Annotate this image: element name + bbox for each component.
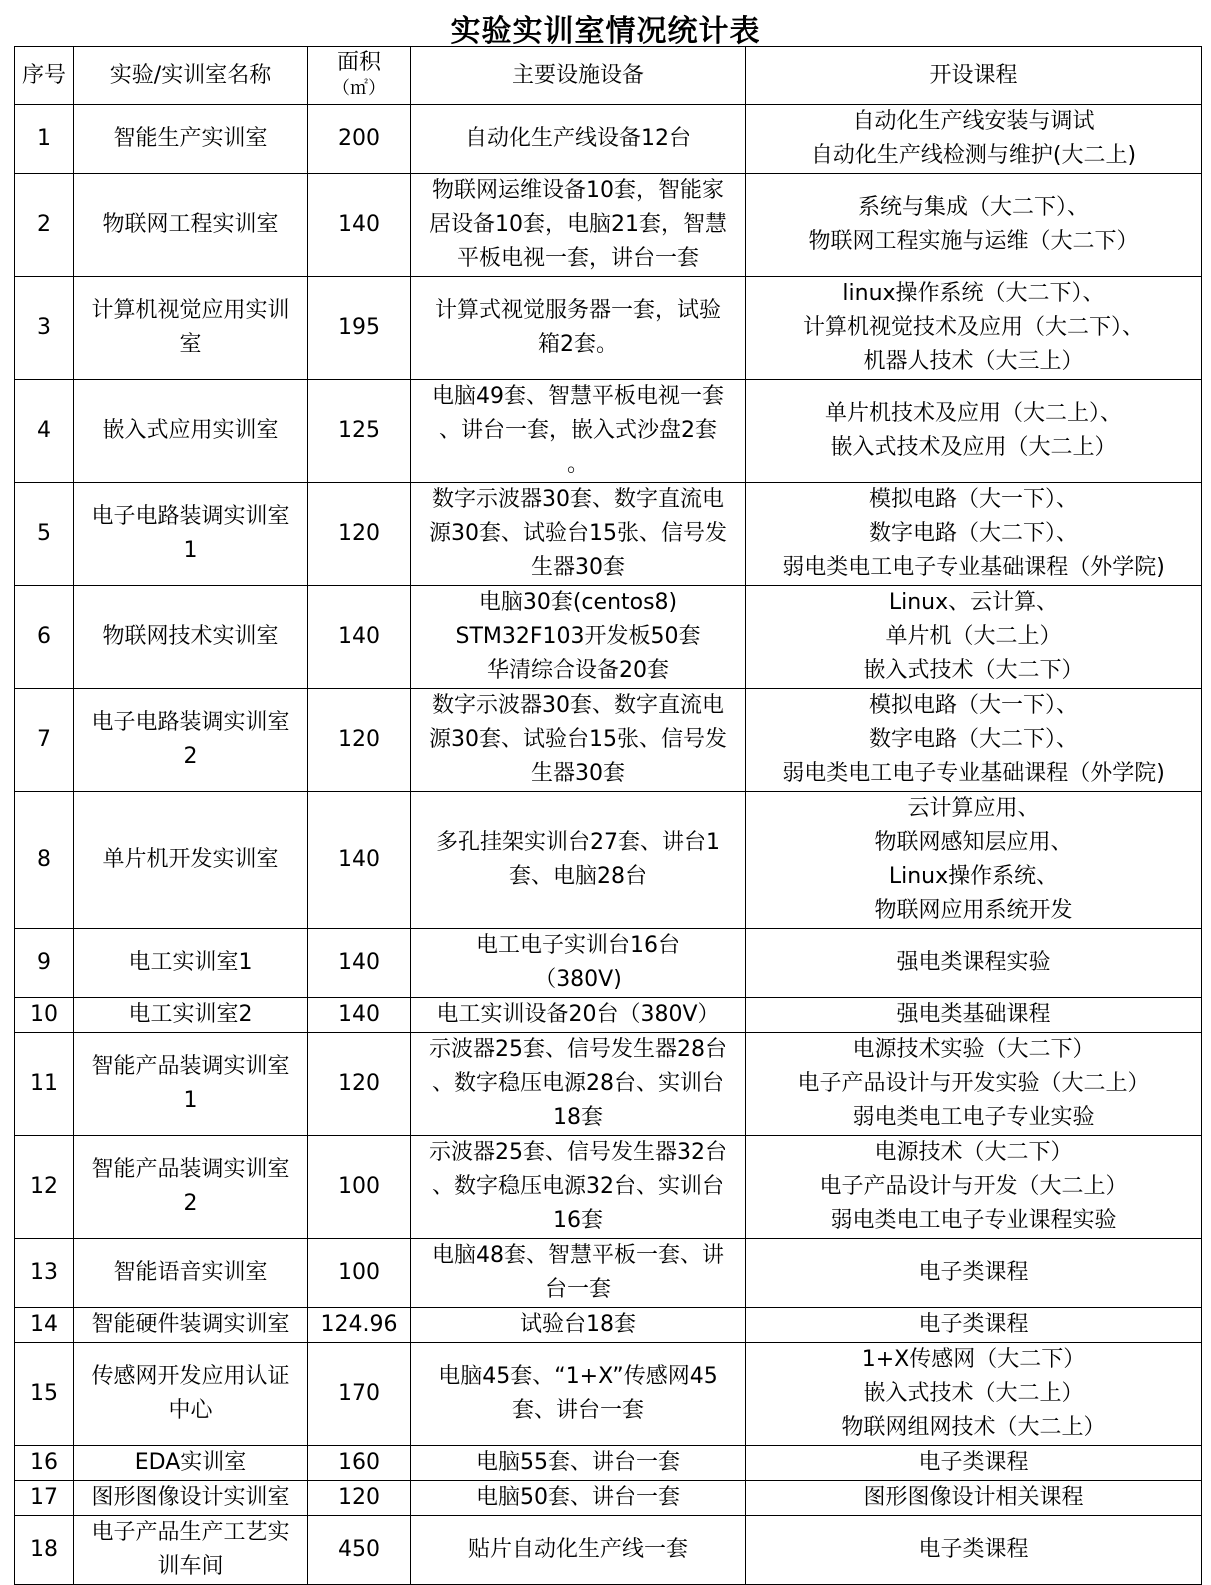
cell-courses <box>746 1446 1202 1481</box>
cell-courses-line: 弱电类电工电子专业基础课程（外学院) <box>782 761 1165 786</box>
cell-equipment-line: 华清综合设备20套 <box>487 658 669 683</box>
cell-equipment-line: STM32F103开发板50套 <box>455 624 701 649</box>
table-row <box>15 380 1202 483</box>
cell-equipment-line: 套、讲台一套 <box>511 1398 644 1423</box>
cell-name-line: 嵌入式应用实训室 <box>102 418 279 443</box>
cell-courses-line: 物联网组网技术（大二上） <box>841 1415 1106 1440</box>
cell-name-line: 中心 <box>168 1398 213 1423</box>
cell-area: 160 <box>308 1446 411 1481</box>
cell-equipment <box>411 1136 746 1239</box>
cell-equipment <box>411 792 746 929</box>
cell-equipment-line: 18套 <box>553 1105 603 1130</box>
cell-courses-line: 嵌入式技术（大二下） <box>863 658 1084 683</box>
cell-name <box>74 1481 308 1516</box>
cell-equipment <box>411 1239 746 1308</box>
cell-courses <box>746 586 1202 689</box>
cell-courses <box>746 1308 1202 1343</box>
cell-name-line: EDA实训室 <box>134 1450 247 1475</box>
cell-index: 4 <box>15 380 74 483</box>
cell-equipment-line: 电脑55套、讲台一套 <box>476 1450 680 1475</box>
cell-index: 8 <box>15 792 74 929</box>
cell-courses-line: 云计算应用、 <box>907 796 1040 821</box>
cell-index: 5 <box>15 483 74 586</box>
cell-courses-line: 电子类课程 <box>918 1312 1029 1337</box>
cell-area: 450 <box>308 1516 411 1585</box>
cell-courses <box>746 174 1202 277</box>
cell-equipment <box>411 105 746 174</box>
cell-index: 17 <box>15 1481 74 1516</box>
cell-equipment <box>411 1308 746 1343</box>
header-area-line2: （㎡） <box>332 77 386 99</box>
cell-index: 3 <box>15 277 74 380</box>
table-row <box>15 792 1202 929</box>
header-courses: 开设课程 <box>746 47 1202 105</box>
cell-area: 140 <box>308 586 411 689</box>
cell-name <box>74 586 308 689</box>
cell-equipment-line: 。 <box>566 452 589 477</box>
cell-name-line: 电工实训室2 <box>128 1002 253 1027</box>
cell-name-line: 物联网工程实训室 <box>102 212 279 237</box>
cell-courses-line: 图形图像设计相关课程 <box>863 1485 1084 1510</box>
cell-equipment <box>411 929 746 998</box>
cell-equipment-line: 电脑48套、智慧平板一套、讲 <box>432 1243 724 1268</box>
cell-courses-line: 1+X传感网（大二下） <box>861 1347 1086 1372</box>
cell-courses-line: 嵌入式技术及应用（大二上） <box>830 435 1117 460</box>
cell-courses-line: 弱电类电工电子专业实验 <box>852 1105 1095 1130</box>
cell-name <box>74 105 308 174</box>
cell-courses-line: 电源技术实验（大二下） <box>852 1037 1095 1062</box>
cell-area: 120 <box>308 1033 411 1136</box>
cell-equipment-line: 示波器25套、信号发生器28台 <box>429 1037 727 1062</box>
cell-name-line: 1 <box>183 538 198 563</box>
cell-name-line: 智能语音实训室 <box>113 1260 268 1285</box>
cell-courses-line: 单片机（大二上） <box>885 624 1062 649</box>
cell-equipment-line: 箱2套。 <box>538 332 618 357</box>
cell-equipment-line: 数字示波器30套、数字直流电 <box>432 487 724 512</box>
cell-courses-line: 强电类课程实验 <box>896 950 1051 975</box>
cell-equipment-line: 、数字稳压电源32台、实训台 <box>432 1174 724 1199</box>
cell-area: 200 <box>308 105 411 174</box>
cell-index: 7 <box>15 689 74 792</box>
cell-courses-line: Linux操作系统、 <box>888 864 1059 889</box>
cell-equipment-line: （380V) <box>534 967 622 992</box>
cell-equipment-line: 电脑50套、讲台一套 <box>476 1485 680 1510</box>
cell-equipment <box>411 1033 746 1136</box>
cell-name <box>74 998 308 1033</box>
cell-area: 124.96 <box>308 1308 411 1343</box>
cell-area: 120 <box>308 689 411 792</box>
cell-equipment-line: 源30套、试验台15张、信号发 <box>429 727 727 752</box>
cell-courses-line: 物联网应用系统开发 <box>874 898 1073 923</box>
cell-courses-line: 机器人技术（大三上） <box>863 349 1084 374</box>
cell-courses <box>746 792 1202 929</box>
cell-name-line: 图形图像设计实训室 <box>91 1485 290 1510</box>
cell-equipment-line: 、讲台一套，嵌入式沙盘2套 <box>439 418 717 443</box>
cell-index: 2 <box>15 174 74 277</box>
cell-courses-line: 物联网感知层应用、 <box>874 830 1073 855</box>
cell-courses-line: 强电类基础课程 <box>896 1002 1051 1027</box>
cell-equipment-line: 物联网运维设备10套，智能家 <box>432 178 724 203</box>
cell-equipment <box>411 1516 746 1585</box>
cell-equipment <box>411 1481 746 1516</box>
cell-equipment <box>411 380 746 483</box>
cell-courses <box>746 483 1202 586</box>
cell-courses-line: 电子类课程 <box>918 1537 1029 1562</box>
cell-courses <box>746 277 1202 380</box>
cell-equipment-line: 台一套 <box>544 1277 611 1302</box>
cell-index: 6 <box>15 586 74 689</box>
cell-courses <box>746 1033 1202 1136</box>
cell-equipment <box>411 586 746 689</box>
header-area <box>308 47 411 105</box>
cell-equipment-line: 、数字稳压电源28台、实训台 <box>432 1071 724 1096</box>
header-index: 序号 <box>15 47 74 105</box>
cell-area: 125 <box>308 380 411 483</box>
cell-name-line: 室 <box>179 332 202 357</box>
cell-equipment-line: 电脑30套(centos8) <box>478 590 678 615</box>
cell-courses <box>746 1343 1202 1446</box>
cell-area: 170 <box>308 1343 411 1446</box>
cell-name-line: 传感网开发应用认证 <box>91 1364 290 1389</box>
cell-name <box>74 174 308 277</box>
cell-area: 120 <box>308 483 411 586</box>
cell-courses-line: 电子类课程 <box>918 1450 1029 1475</box>
cell-index: 15 <box>15 1343 74 1446</box>
cell-name <box>74 929 308 998</box>
cell-equipment-line: 16套 <box>553 1208 603 1233</box>
cell-courses-line: 数字电路（大二下）、 <box>868 521 1078 546</box>
cell-name-line: 物联网技术实训室 <box>102 624 279 649</box>
page-title: 实验实训室情况统计表 <box>450 14 761 49</box>
cell-courses-line: 模拟电路（大一下）、 <box>868 693 1078 718</box>
cell-equipment-line: 平板电视一套，讲台一套 <box>456 246 699 271</box>
cell-courses-line: 电子产品设计与开发（大二上） <box>819 1174 1128 1199</box>
cell-name-line: 智能硬件装调实训室 <box>91 1312 290 1337</box>
cell-equipment-line: 自动化生产线设备12台 <box>465 126 691 151</box>
cell-courses <box>746 380 1202 483</box>
cell-courses-line: 单片机技术及应用（大二上）、 <box>824 401 1122 426</box>
cell-name-line: 2 <box>183 744 198 769</box>
cell-name <box>74 1516 308 1585</box>
cell-name <box>74 792 308 929</box>
cell-equipment-line: 试验台18套 <box>520 1312 636 1337</box>
cell-courses-line: 电子类课程 <box>918 1260 1029 1285</box>
header-name: 实验/实训室名称 <box>74 47 308 105</box>
cell-index: 9 <box>15 929 74 998</box>
cell-area: 100 <box>308 1136 411 1239</box>
cell-name <box>74 1136 308 1239</box>
cell-courses <box>746 105 1202 174</box>
cell-name-line: 2 <box>183 1191 198 1216</box>
cell-area: 140 <box>308 792 411 929</box>
table-row <box>15 929 1202 998</box>
cell-name <box>74 1033 308 1136</box>
cell-index: 13 <box>15 1239 74 1308</box>
cell-area: 140 <box>308 998 411 1033</box>
cell-courses-line: Linux、云计算、 <box>888 590 1059 615</box>
cell-equipment-line: 计算式视觉服务器一套，试验 <box>434 298 721 323</box>
cell-courses-line: 嵌入式技术（大二上） <box>863 1381 1084 1406</box>
cell-equipment-line: 居设备10套，电脑21套，智慧 <box>429 212 727 237</box>
table-row <box>15 277 1202 380</box>
table-row <box>15 586 1202 689</box>
cell-area: 100 <box>308 1239 411 1308</box>
cell-courses-line: 数字电路（大二下）、 <box>868 727 1078 752</box>
cell-courses-line: 电子产品设计与开发实验（大二上） <box>797 1071 1150 1096</box>
table-row <box>15 1516 1202 1585</box>
table-header-row <box>15 47 1202 105</box>
cell-courses-line: 模拟电路（大一下）、 <box>868 487 1078 512</box>
table-row <box>15 1033 1202 1136</box>
cell-name <box>74 1239 308 1308</box>
cell-courses <box>746 929 1202 998</box>
table-row <box>15 689 1202 792</box>
cell-courses-line: 系统与集成（大二下）、 <box>857 195 1089 220</box>
table-row <box>15 1136 1202 1239</box>
cell-name <box>74 1446 308 1481</box>
cell-name <box>74 1308 308 1343</box>
table-row <box>15 1481 1202 1516</box>
table-row <box>15 1446 1202 1481</box>
cell-name-line: 智能生产实训室 <box>113 126 268 151</box>
cell-equipment <box>411 277 746 380</box>
cell-equipment-line: 贴片自动化生产线一套 <box>467 1537 688 1562</box>
header-area-line1: 面积 <box>336 49 381 75</box>
cell-equipment-line: 电脑49套、智慧平板电视一套 <box>432 384 724 409</box>
table-row <box>15 1343 1202 1446</box>
cell-index: 14 <box>15 1308 74 1343</box>
lab-statistics-table <box>14 46 1202 1585</box>
cell-equipment-line: 多孔挂架实训台27套、讲台1 <box>436 830 720 855</box>
table-row <box>15 998 1202 1033</box>
cell-equipment-line: 示波器25套、信号发生器32台 <box>429 1140 727 1165</box>
table-row <box>15 483 1202 586</box>
cell-courses <box>746 1481 1202 1516</box>
table-row <box>15 1239 1202 1308</box>
cell-equipment-line: 电脑45套、“1+X”传感网45 <box>438 1364 718 1389</box>
cell-name-line: 1 <box>183 1088 198 1113</box>
table-row <box>15 174 1202 277</box>
cell-courses-line: 自动化生产线安装与调试 <box>852 109 1095 134</box>
cell-name <box>74 380 308 483</box>
table-row <box>15 1308 1202 1343</box>
table-body <box>15 105 1202 1585</box>
cell-name-line: 智能产品装调实训室 <box>91 1157 290 1182</box>
cell-name <box>74 689 308 792</box>
header-equipment: 主要设施设备 <box>411 47 746 105</box>
cell-area: 140 <box>308 929 411 998</box>
cell-name-line: 智能产品装调实训室 <box>91 1054 290 1079</box>
cell-courses <box>746 689 1202 792</box>
cell-name-line: 电工实训室1 <box>128 950 253 975</box>
cell-index: 1 <box>15 105 74 174</box>
cell-equipment <box>411 483 746 586</box>
cell-name-line: 训车间 <box>157 1554 224 1579</box>
cell-name <box>74 277 308 380</box>
cell-equipment-line: 电工实训设备20台（380V） <box>436 1002 720 1027</box>
cell-name-line: 电子电路装调实训室 <box>91 710 290 735</box>
cell-name <box>74 1343 308 1446</box>
cell-courses <box>746 998 1202 1033</box>
cell-equipment <box>411 998 746 1033</box>
cell-equipment <box>411 1343 746 1446</box>
cell-area: 120 <box>308 1481 411 1516</box>
cell-equipment <box>411 1446 746 1481</box>
cell-courses-line: 物联网工程实施与运维（大二下） <box>808 229 1139 254</box>
cell-name-line: 电子电路装调实训室 <box>91 504 290 529</box>
cell-index: 16 <box>15 1446 74 1481</box>
cell-index: 18 <box>15 1516 74 1585</box>
cell-area: 195 <box>308 277 411 380</box>
cell-name-line: 单片机开发实训室 <box>102 847 279 872</box>
cell-courses <box>746 1516 1202 1585</box>
cell-name-line: 电子产品生产工艺实 <box>91 1520 290 1545</box>
cell-courses <box>746 1239 1202 1308</box>
cell-equipment-line: 套、电脑28台 <box>509 864 647 889</box>
cell-equipment-line: 电工电子实训台16台 <box>476 933 680 958</box>
cell-index: 10 <box>15 998 74 1033</box>
cell-courses-line: 计算机视觉技术及应用（大二下）、 <box>802 315 1144 340</box>
cell-courses-line: 弱电类电工电子专业基础课程（外学院) <box>782 555 1165 580</box>
cell-index: 12 <box>15 1136 74 1239</box>
cell-name <box>74 483 308 586</box>
cell-name-line: 计算机视觉应用实训 <box>91 298 290 323</box>
cell-equipment-line: 生器30套 <box>531 555 625 580</box>
cell-courses-line: linux操作系统（大二下）、 <box>842 281 1105 306</box>
cell-courses <box>746 1136 1202 1239</box>
cell-equipment-line: 数字示波器30套、数字直流电 <box>432 693 724 718</box>
cell-courses-line: 电源技术（大二下） <box>874 1140 1073 1165</box>
table-row <box>15 105 1202 174</box>
cell-area: 140 <box>308 174 411 277</box>
cell-equipment <box>411 174 746 277</box>
cell-equipment <box>411 689 746 792</box>
cell-index: 11 <box>15 1033 74 1136</box>
cell-equipment-line: 源30套、试验台15张、信号发 <box>429 521 727 546</box>
cell-courses-line: 自动化生产线检测与维护(大二上) <box>810 143 1137 168</box>
cell-equipment-line: 生器30套 <box>531 761 625 786</box>
cell-courses-line: 弱电类电工电子专业课程实验 <box>830 1208 1117 1233</box>
